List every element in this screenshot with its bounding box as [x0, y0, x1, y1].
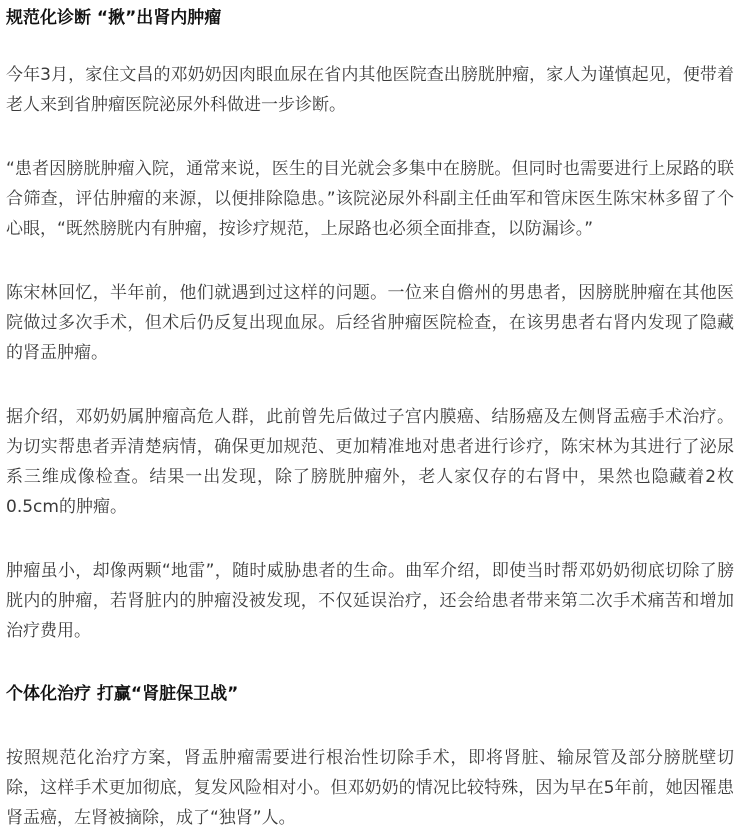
paragraph-1: 今年3月，家住文昌的邓奶奶因肉眼血尿在省内其他医院查出膀胱肿瘤，家人为谨慎起见，便带着老人来到省肿瘤医院泌尿外科做进一步诊断。	[6, 65, 734, 115]
section-heading-treatment: 个体化治疗 打赢“肾脏保卫战”	[6, 684, 239, 704]
paragraph-2: “患者因膀胱肿瘤入院，通常来说，医生的目光就会多集中在膀胱。但同时也需要进行上尿路的联合筛查，评估肿瘤的来源，以便排除隐患。”该院泌尿外科副主任曲军和管床医生陈宋林多留了个心眼，“既然膀胱内有肿瘤，按诊疗规范，上尿路也必须全面排查，以防漏诊。”	[6, 159, 734, 239]
paragraph-6: 按照规范化治疗方案，肾盂肿瘤需要进行根治性切除手术，即将肾脏、输尿管及部分膀胱壁切除，这样手术更加彻底，复发风险相对小。但邓奶奶的情况比较特殊，因为早在5年前，她因罹患肾盂癌，左肾被摘除，成了“独肾”人。	[6, 748, 734, 828]
article-body	[0, 3, 737, 839]
section-heading-diagnosis: 规范化诊断 “揪”出肾内肿瘤	[6, 8, 222, 28]
paragraph-4: 据介绍，邓奶奶属肿瘤高危人群，此前曾先后做过子宫内膜癌、结肠癌及左侧肾盂癌手术治疗。为切实帮患者弄清楚病情，确保更加规范、更加精准地对患者进行诊疗，陈宋林为其进行了泌尿系三维成像检查。结果一出发现，除了膀胱肿瘤外，老人家仅存的右肾中，果然也隐藏着2枚0.5cm的肿瘤。	[6, 407, 734, 517]
paragraph-3: 陈宋林回忆，半年前，他们就遇到过这样的问题。一位来自儋州的男患者，因膀胱肿瘤在其他医院做过多次手术，但术后仍反复出现血尿。后经省肿瘤医院检查，在该男患者右肾内发现了隐藏的肾盂肿瘤。	[6, 283, 734, 363]
paragraph-5: 肿瘤虽小，却像两颗“地雷”，随时威胁患者的生命。曲军介绍，即使当时帮邓奶奶彻底切除了膀胱内的肿瘤，若肾脏内的肿瘤没被发现，不仅延误治疗，还会给患者带来第二次手术痛苦和增加治疗费用。	[6, 561, 734, 641]
